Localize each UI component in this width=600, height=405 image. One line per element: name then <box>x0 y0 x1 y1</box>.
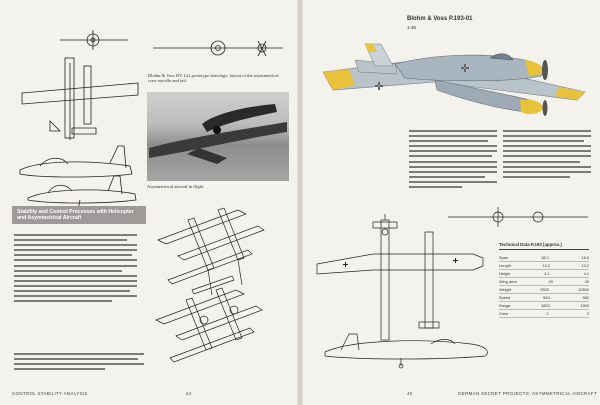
left-page <box>0 0 297 405</box>
table-title: Technical Data P.193 (approx.) <box>499 242 589 250</box>
table-row: Crew 2 2 <box>499 311 589 316</box>
front-view-drawing <box>148 36 288 61</box>
aircraft-scale: 1:48 <box>407 25 416 30</box>
table-row: Height 4.1 4.1 <box>499 271 589 276</box>
left-bottom-text <box>14 353 144 373</box>
color-aircraft-illustration <box>315 30 600 130</box>
table-row: Range 1800 1900 <box>499 303 589 308</box>
section-heading: Stability and Control Processes with Helicopter and Asymmetrical Aircraft <box>12 206 146 224</box>
table-row: Length 13.2 13.2 <box>499 263 589 268</box>
left-body-text <box>14 234 137 305</box>
photo-aircraft-silhouette <box>147 92 289 181</box>
right-page-number: 45 <box>407 391 413 396</box>
right-page <box>303 0 600 405</box>
table-row: Weight 9500 10500 <box>499 287 589 292</box>
three-view-drawing-top-left <box>10 28 145 228</box>
photo-caption: Asymmetrical aircraft in flight. <box>147 184 205 189</box>
aircraft-photo <box>147 92 289 181</box>
table-row: Wing area 49 49 <box>499 279 589 284</box>
table-row: Speed 540 560 <box>499 295 589 300</box>
right-body-text-col2 <box>503 130 591 181</box>
technical-data-table <box>499 242 589 318</box>
left-footer: CONTROL STABILITY ANALYSIS <box>12 391 88 396</box>
left-page-number: 44 <box>186 391 192 396</box>
table-row: Span 18.0 18.0 <box>499 255 589 260</box>
aircraft-title: Blohm & Voss P.193-01 <box>407 16 473 22</box>
side-view-drawing <box>321 330 496 370</box>
isometric-control-drawings <box>148 200 288 370</box>
right-footer: GERMAN SECRET PROJECTS: ASYMMETRICAL AIRCRAFT <box>457 391 597 396</box>
drawing-caption: Blohm & Voss BV 141 prototype drawings: layout of the asymmetrical crew nacelle and tail. <box>148 73 279 84</box>
front-view-small <box>443 205 593 230</box>
right-body-text-col1 <box>409 130 497 191</box>
